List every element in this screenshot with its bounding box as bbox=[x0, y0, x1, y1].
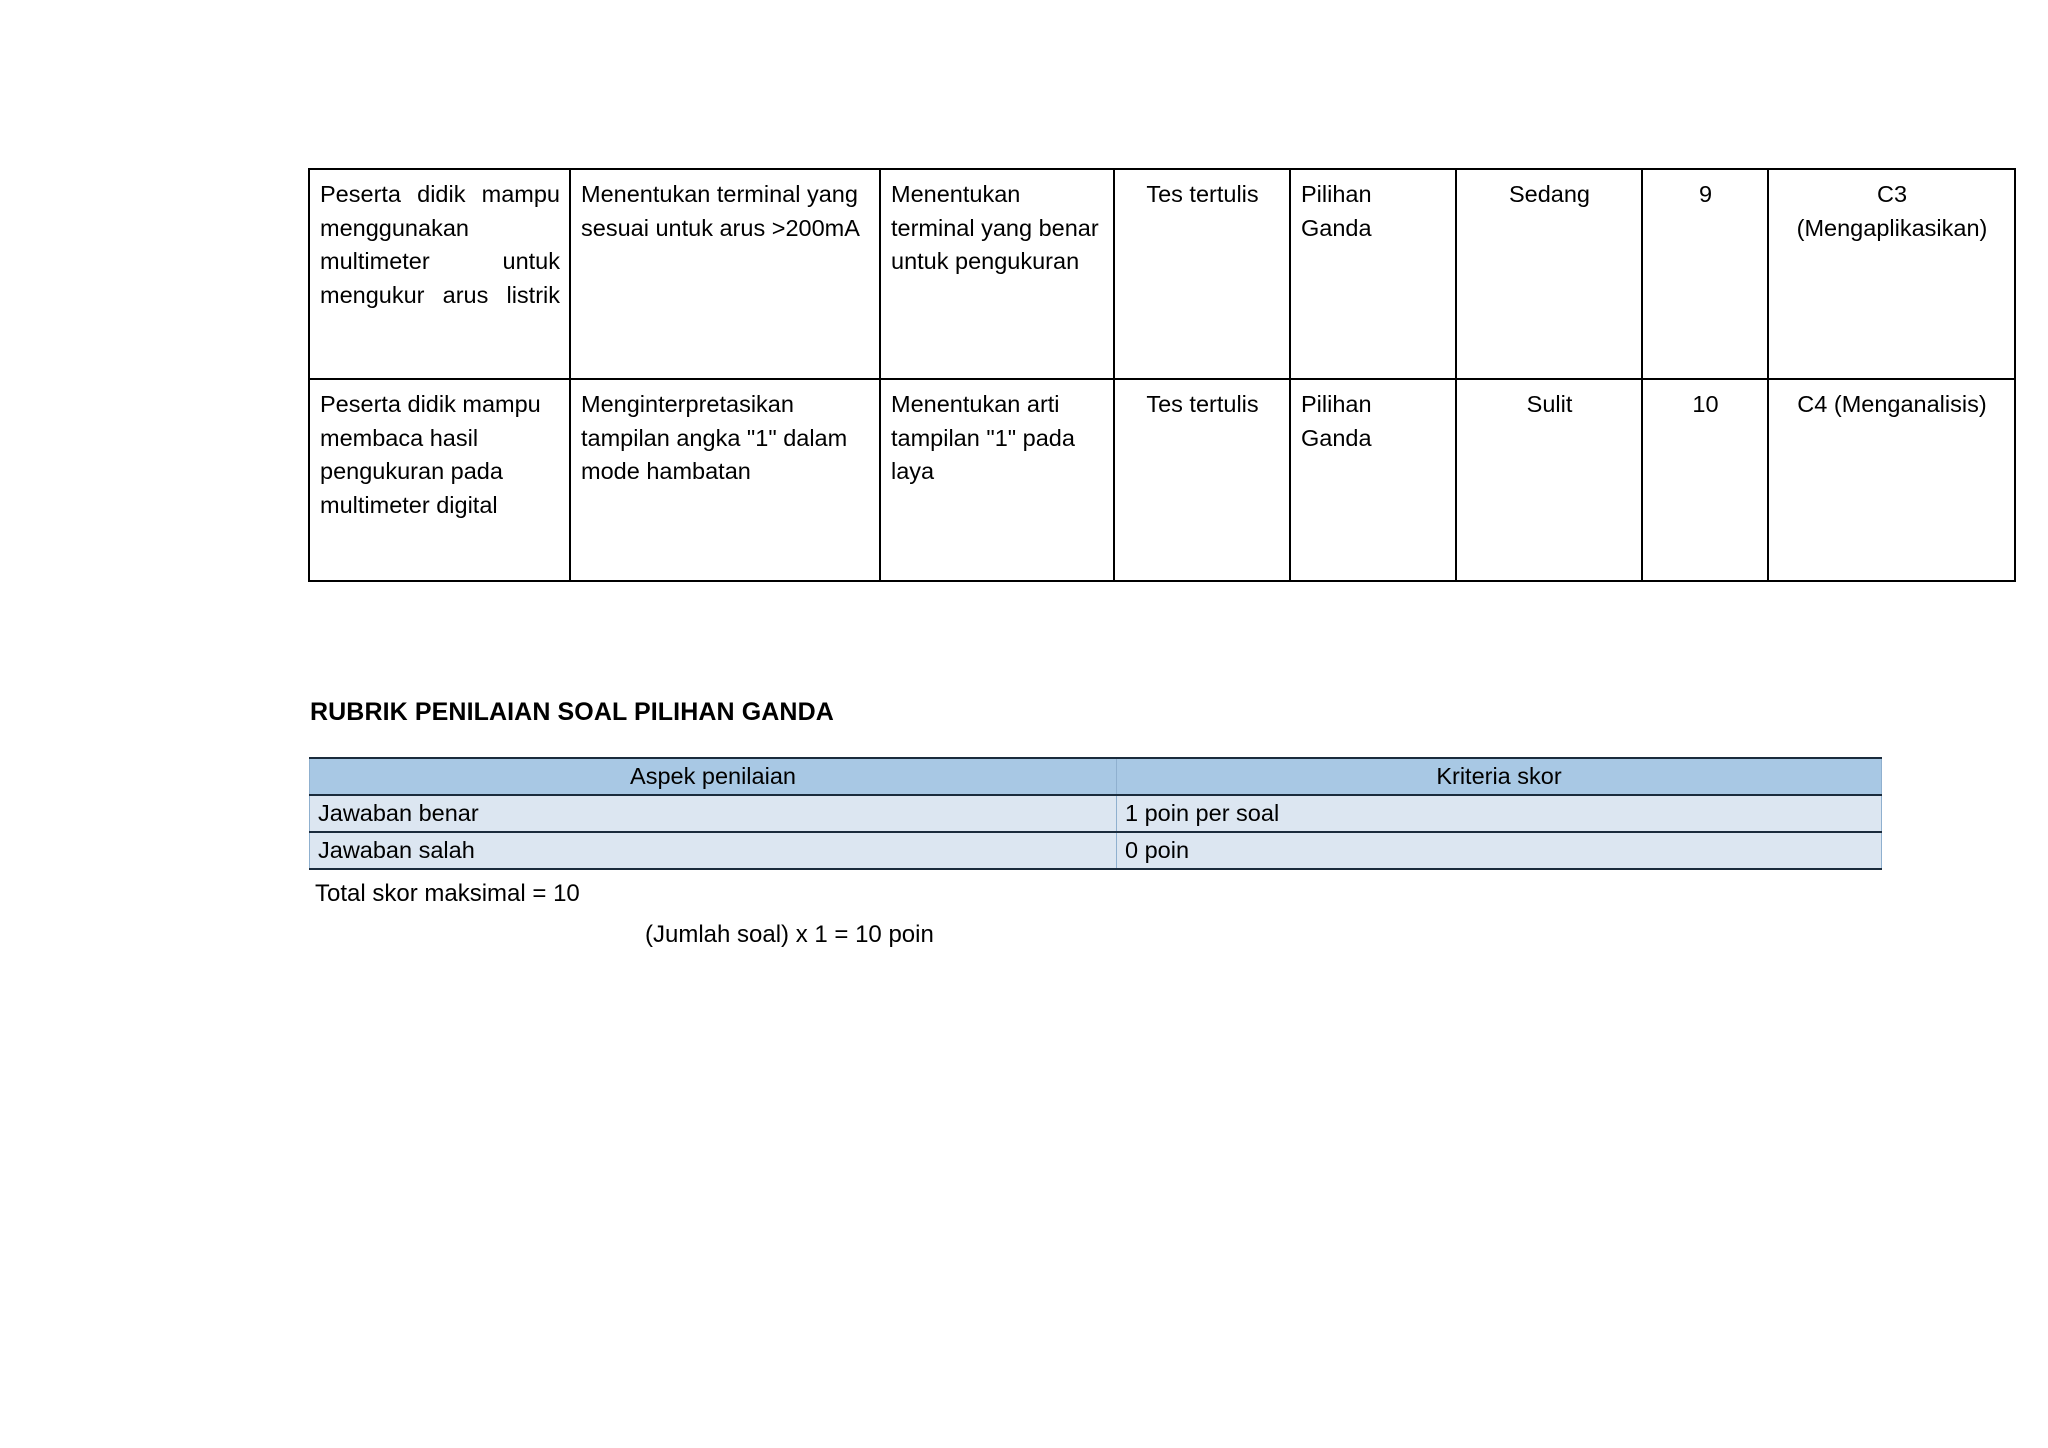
cell-materi: Menentukan terminal yang sesuai untuk arus >200mA bbox=[570, 169, 880, 379]
rubrik-cell-aspek: Jawaban salah bbox=[310, 832, 1117, 869]
kisi-kisi-table bbox=[308, 168, 2016, 582]
cell-level-kesukaran: Sedang bbox=[1456, 169, 1642, 379]
rubrik-header-row bbox=[310, 758, 1882, 795]
rubrik-cell-kriteria: 0 poin bbox=[1117, 832, 1882, 869]
rubrik-table bbox=[309, 757, 1882, 870]
skor-formula: (Jumlah soal) x 1 = 10 poin bbox=[645, 921, 934, 948]
cell-indikator-soal: Menentukan arti tampilan "1" pada laya bbox=[880, 379, 1114, 581]
rubrik-header-aspek: Aspek penilaian bbox=[310, 758, 1117, 795]
cell-jenis-soal: Pilihan Ganda bbox=[1290, 169, 1456, 379]
rubrik-heading: RUBRIK PENILAIAN SOAL PILIHAN GANDA bbox=[310, 698, 834, 726]
cell-jenis-soal: Pilihan Ganda bbox=[1290, 379, 1456, 581]
rubrik-header-kriteria: Kriteria skor bbox=[1117, 758, 1882, 795]
cell-nomor-soal: 9 bbox=[1642, 169, 1768, 379]
cell-level-kognitif: C3 (Mengaplikasikan) bbox=[1768, 169, 2015, 379]
rubrik-cell-aspek: Jawaban benar bbox=[310, 795, 1117, 832]
cell-indikator-kompetensi: Peserta didik mampu membaca hasil pengukuran pada multimeter digital bbox=[309, 379, 570, 581]
cell-bentuk-tes: Tes tertulis bbox=[1114, 379, 1290, 581]
cell-indikator-soal: Menentukan terminal yang benar untuk pengukuran bbox=[880, 169, 1114, 379]
rubrik-row bbox=[310, 795, 1882, 832]
table-row bbox=[309, 379, 2015, 581]
cell-bentuk-tes: Tes tertulis bbox=[1114, 169, 1290, 379]
cell-level-kognitif: C4 (Menganalisis) bbox=[1768, 379, 2015, 581]
rubrik-row bbox=[310, 832, 1882, 869]
table-row bbox=[309, 169, 2015, 379]
cell-nomor-soal: 10 bbox=[1642, 379, 1768, 581]
cell-level-kesukaran: Sulit bbox=[1456, 379, 1642, 581]
total-skor-maksimal: Total skor maksimal = 10 bbox=[315, 880, 580, 907]
cell-indikator-kompetensi: Peserta didik mampu menggunakan multimeter untuk mengukur arus listrik bbox=[309, 169, 570, 379]
rubrik-cell-kriteria: 1 poin per soal bbox=[1117, 795, 1882, 832]
cell-materi: Menginterpretasikan tampilan angka "1" dalam mode hambatan bbox=[570, 379, 880, 581]
